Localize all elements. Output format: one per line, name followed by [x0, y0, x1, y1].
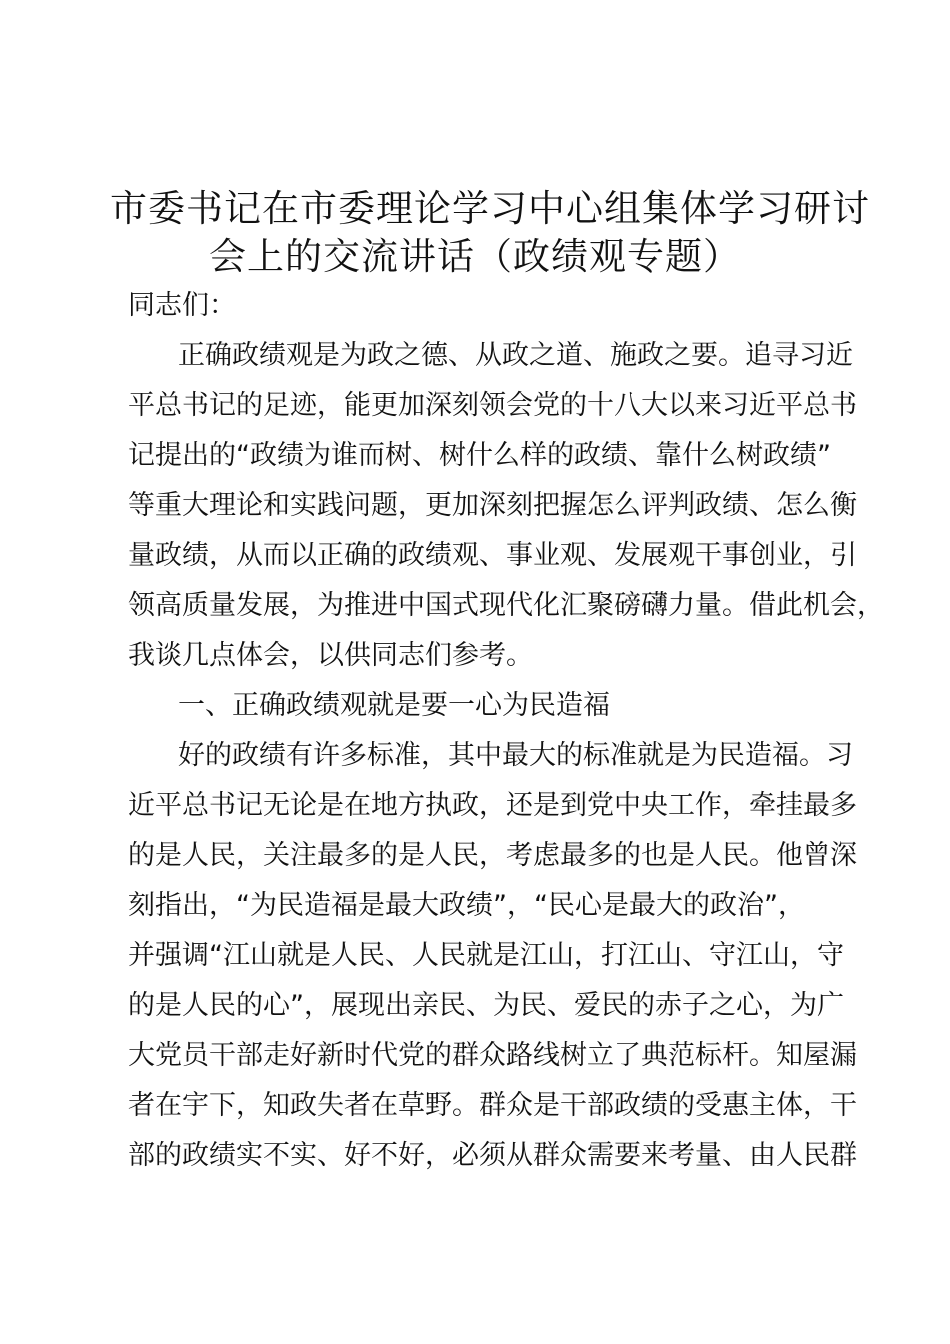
salutation: 同志们：: [128, 290, 236, 321]
paragraph-1-line-3: 记提出的“政绩为谁而树、树什么样的政绩、靠什么树政绩”: [128, 440, 831, 471]
paragraph-2-line-5: 并强调“江山就是人民、人民就是江山，打江山、守江山，守: [128, 940, 844, 971]
paragraph-1-line-7: 我谈几点体会，以供同志们参考。: [128, 640, 533, 671]
paragraph-2-line-7: 大党员干部走好新时代党的群众路线树立了典范标杆。知屋漏: [128, 1040, 857, 1071]
paragraph-1-line-1: 正确政绩观是为政之德、从政之道、施政之要。追寻习近: [178, 340, 853, 371]
paragraph-2-line-3: 的是人民，关注最多的是人民，考虑最多的也是人民。他曾深: [128, 840, 857, 871]
section-heading-1: 一、正确政绩观就是要一心为民造福: [178, 690, 610, 721]
paragraph-2-line-6: 的是人民的心”，展现出亲民、为民、爱民的赤子之心，为广: [128, 990, 844, 1021]
paragraph-1-line-4: 等重大理论和实践问题，更加深刻把握怎么评判政绩、怎么衡: [128, 490, 857, 521]
document-title-line-1: 市委书记在市委理论学习中心组集体学习研讨: [110, 187, 870, 230]
document-title-line-2: 会上的交流讲话（政绩观专题）: [209, 235, 741, 278]
paragraph-2-line-8: 者在宇下，知政失者在草野。群众是干部政绩的受惠主体，干: [128, 1090, 857, 1121]
paragraph-2-line-9: 部的政绩实不实、好不好，必须从群众需要来考量、由人民群: [128, 1140, 857, 1171]
paragraph-2-line-4: 刻指出，“为民造福是最大政绩”，“民心是最大的政治”，: [128, 890, 805, 921]
paragraph-2-line-1: 好的政绩有许多标准，其中最大的标准就是为民造福。习: [178, 740, 853, 771]
paragraph-1-line-2: 平总书记的足迹，能更加深刻领会党的十八大以来习近平总书: [128, 390, 857, 421]
paragraph-1-line-6: 领高质量发展，为推进中国式现代化汇聚磅礴力量。借此机会，: [128, 590, 884, 621]
paragraph-2-line-2: 近平总书记无论是在地方执政，还是到党中央工作，牵挂最多: [128, 790, 857, 821]
paragraph-1-line-5: 量政绩，从而以正确的政绩观、事业观、发展观干事创业，引: [128, 540, 857, 571]
